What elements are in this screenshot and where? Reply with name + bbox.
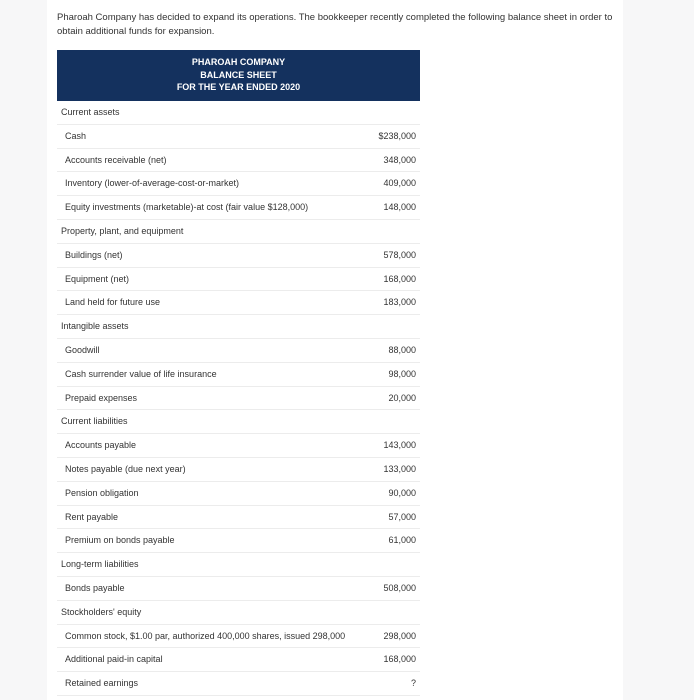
item-label: Accounts receivable (net) <box>65 154 167 165</box>
line-item-row <box>57 482 420 506</box>
item-amount: 98,000 <box>388 368 416 379</box>
section-heading-row <box>57 410 420 434</box>
line-item-row <box>57 672 420 696</box>
line-item-row <box>57 291 420 315</box>
item-label: Equity investments (marketable)-at cost (fair value $128,000) <box>65 202 309 213</box>
statement-period: FOR THE YEAR ENDED 2020 <box>176 82 301 92</box>
item-amount: 90,000 <box>388 487 416 498</box>
section-label: Intangible assets <box>61 321 129 332</box>
item-label: Additional paid-in capital <box>65 654 163 665</box>
line-item-row <box>57 363 420 387</box>
item-amount: 409,000 <box>383 178 416 189</box>
item-label: Retained earnings <box>65 678 139 689</box>
line-item-row <box>57 577 420 601</box>
line-item-row <box>57 648 420 672</box>
line-item-row <box>57 387 420 411</box>
line-item-row <box>57 244 420 268</box>
line-item-row <box>57 172 420 196</box>
item-amount: 298,000 <box>383 630 416 641</box>
item-label: Prepaid expenses <box>65 392 138 403</box>
item-amount: 578,000 <box>383 249 416 260</box>
item-label: Bonds payable <box>65 582 125 593</box>
line-item-row <box>57 434 420 458</box>
item-label: Rent payable <box>65 511 119 522</box>
item-label: Accounts payable <box>65 440 137 451</box>
section-label: Long-term liabilities <box>61 559 139 570</box>
line-item-row <box>57 529 420 553</box>
item-amount: 20,000 <box>388 392 416 403</box>
balance-sheet-table <box>57 101 420 696</box>
item-amount: 168,000 <box>383 654 416 665</box>
line-item-row <box>57 625 420 649</box>
line-item-row <box>57 458 420 482</box>
item-amount: 133,000 <box>383 463 416 474</box>
item-label: Inventory (lower-of-average-cost-or-market) <box>65 178 240 189</box>
item-label: Equipment (net) <box>65 273 130 284</box>
item-amount: 143,000 <box>383 440 416 451</box>
section-heading-row <box>57 101 420 125</box>
item-label: Goodwill <box>65 344 100 355</box>
item-label: Buildings (net) <box>65 249 123 260</box>
line-item-row <box>57 339 420 363</box>
section-label: Stockholders' equity <box>61 606 142 617</box>
balance-sheet-header <box>57 50 420 101</box>
intro-paragraph: Pharoah Company has decided to expand its operations. The bookkeeper recently completed the following balance sheet in order to obtain additional funds for expansion. <box>57 12 613 37</box>
line-item-row <box>57 196 420 220</box>
line-item-row <box>57 125 420 149</box>
item-amount: 88,000 <box>388 344 416 355</box>
item-amount: 183,000 <box>383 297 416 308</box>
section-label: Property, plant, and equipment <box>61 225 184 236</box>
item-label: Cash surrender value of life insurance <box>65 368 217 379</box>
section-heading-row <box>57 315 420 339</box>
section-heading-row <box>57 601 420 625</box>
item-amount: 168,000 <box>383 273 416 284</box>
item-amount: 148,000 <box>383 202 416 213</box>
item-amount: 508,000 <box>383 582 416 593</box>
item-label: Cash <box>65 130 87 141</box>
item-amount: ? <box>410 678 416 689</box>
line-item-row <box>57 268 420 292</box>
section-heading-row <box>57 553 420 577</box>
item-amount: 348,000 <box>383 154 416 165</box>
item-label: Pension obligation <box>65 487 139 498</box>
item-amount: 57,000 <box>388 511 416 522</box>
item-label: Common stock, $1.00 par, authorized 400,000 shares, issued 298,000 <box>65 630 346 641</box>
line-item-row <box>57 506 420 530</box>
item-label: Land held for future use <box>65 297 161 308</box>
item-amount: 61,000 <box>388 535 416 546</box>
line-item-row <box>57 149 420 173</box>
section-label: Current liabilities <box>61 416 128 427</box>
statement-title: BALANCE SHEET <box>200 69 277 80</box>
item-label: Notes payable (due next year) <box>65 463 186 474</box>
item-amount: $238,000 <box>378 130 416 141</box>
item-label: Premium on bonds payable <box>65 535 175 546</box>
section-label: Current assets <box>61 107 120 117</box>
section-heading-row <box>57 220 420 244</box>
company-name: PHAROAH COMPANY <box>191 57 286 67</box>
